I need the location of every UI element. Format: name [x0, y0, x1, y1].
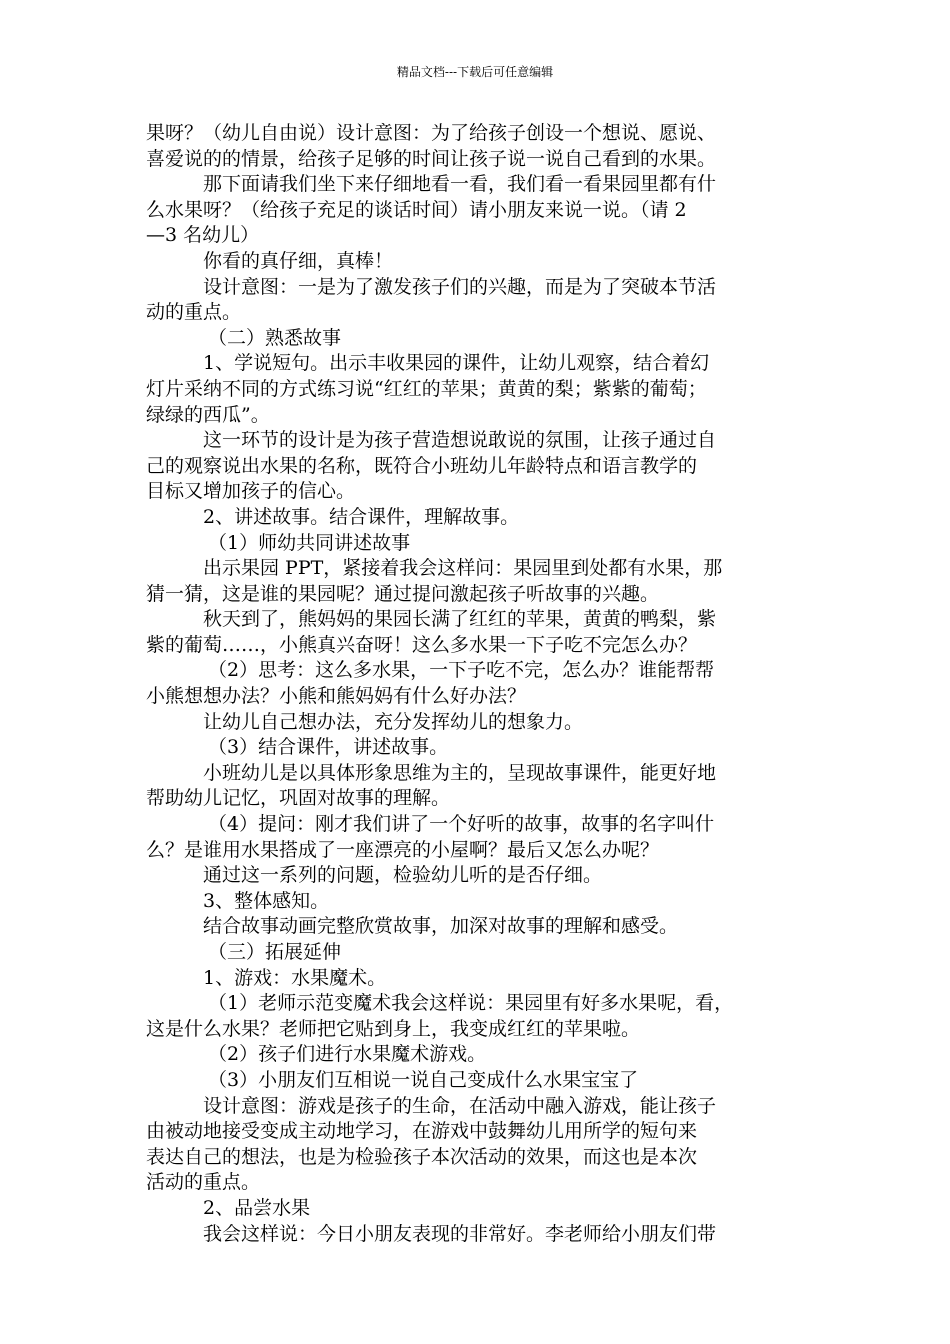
text-line: 动的重点。 — [146, 301, 242, 324]
text-line: 喜爱说的的情景，给孩子足够的时间让孩子说一说自己看到的水果。 — [146, 147, 717, 170]
text-line: —3 名幼儿） — [146, 224, 260, 247]
text-line: 灯片采纳不同的方式练习说“红红的苹果；黄黄的梨；紫紫的葡萄； — [146, 377, 707, 400]
page-header: 精品文档---下载后可任意编辑 — [396, 65, 554, 79]
text-line: 设计意图：游戏是孩子的生命，在活动中融入游戏，能让孩子 — [203, 1094, 717, 1117]
text-line: 这一环节的设计是为孩子营造想说敢说的氛围，让孩子通过自 — [203, 429, 717, 452]
text-line: 这是什么水果？老师把它贴到身上，我变成红红的苹果啦。 — [146, 1017, 641, 1040]
text-line: 么水果呀？（给孩子充足的谈话时间）请小朋友来说一说。（请 2 — [146, 198, 687, 221]
text-line: （三）拓展延伸 — [208, 941, 342, 963]
text-line: 己的观察说出水果的名称，既符合小班幼儿年龄特点和语言教学的 — [146, 454, 698, 477]
text-line: 紫的葡萄……，小熊真兴奋呀！这么多水果一下子吃不完怎么办？ — [146, 633, 698, 656]
text-line: 帮助幼儿记忆，巩固对故事的理解。 — [146, 787, 451, 810]
text-line: 秋天到了，熊妈妈的果园长满了红红的苹果，黄黄的鸭梨，紫 — [203, 608, 717, 631]
text-line: 绿绿的西瓜”。 — [146, 403, 270, 426]
text-line: 让幼儿自己想办法，充分发挥幼儿的想象力。 — [203, 710, 584, 733]
text-line: 小班幼儿是以具体形象思维为主的，呈现故事课件，能更好地 — [203, 761, 717, 784]
text-line: 我会这样说：今日小朋友表现的非常好。李老师给小朋友们带 — [203, 1222, 717, 1245]
text-line: （1）老师示范变魔术我会这样说：果园里有好多水果呢，看， — [208, 992, 734, 1015]
text-line: 1、学说短句。出示丰收果园的课件，让幼儿观察，结合着幻 — [203, 352, 710, 375]
text-line: （1）师幼共同讲述故事 — [208, 531, 411, 554]
text-line: 果呀？（幼儿自由说）设计意图：为了给孩子创设一个想说、愿说、 — [146, 122, 717, 144]
text-line: 目标又增加孩子的信心。 — [146, 480, 356, 503]
text-line: 出示果园 PPT，紧接着我会这样问：果园里到处都有水果，那 — [203, 557, 723, 580]
text-line: （二）熟悉故事 — [208, 326, 342, 349]
document-body — [146, 121, 812, 1247]
text-line: 1、游戏：水果魔术。 — [203, 966, 387, 989]
text-line: 设计意图：一是为了激发孩子们的兴趣，而是为了突破本节活 — [203, 275, 717, 298]
text-line: 通过这一系列的问题，检验幼儿听的是否仔细。 — [203, 864, 603, 887]
text-line: 么？是谁用水果搭成了一座漂亮的小屋啊？最后又怎么办呢？ — [146, 838, 660, 861]
text-line: （4）提问：刚才我们讲了一个好听的故事，故事的名字叫什 — [208, 813, 715, 836]
text-line: 2、品尝水果 — [203, 1196, 311, 1219]
text-line: 结合故事动画完整欣赏故事，加深对故事的理解和感受。 — [203, 915, 679, 938]
text-line: （2）孩子们进行水果魔术游戏。 — [208, 1043, 487, 1066]
text-line: 活动的重点。 — [146, 1171, 261, 1194]
text-line: 表达自己的想法，也是为检验孩子本次活动的效果，而这也是本次 — [146, 1145, 698, 1168]
text-line: 由被动地接受变成主动地学习，在游戏中鼓舞幼儿用所学的短句来 — [146, 1120, 698, 1143]
text-line: 你看的真仔细，真棒！ — [203, 249, 394, 272]
text-line: （3）小朋友们互相说一说自己变成什么水果宝宝了 — [208, 1068, 639, 1091]
text-line: 猜一猜，这是谁的果园呢？通过提问激起孩子听故事的兴趣。 — [146, 582, 660, 605]
text-line: 2、讲述故事。结合课件，理解故事。 — [203, 505, 520, 528]
text-line: （2）思考：这么多水果，一下子吃不完，怎么办？谁能帮帮 — [208, 659, 715, 682]
text-line: 小熊想想办法？小熊和熊妈妈有什么好办法？ — [146, 685, 527, 708]
text-line: 3、整体感知。 — [203, 889, 330, 912]
text-line: 那下面请我们坐下来仔细地看一看，我们看一看果园里都有什 — [203, 173, 717, 196]
text-line: （3）结合课件，讲述故事。 — [208, 736, 449, 759]
